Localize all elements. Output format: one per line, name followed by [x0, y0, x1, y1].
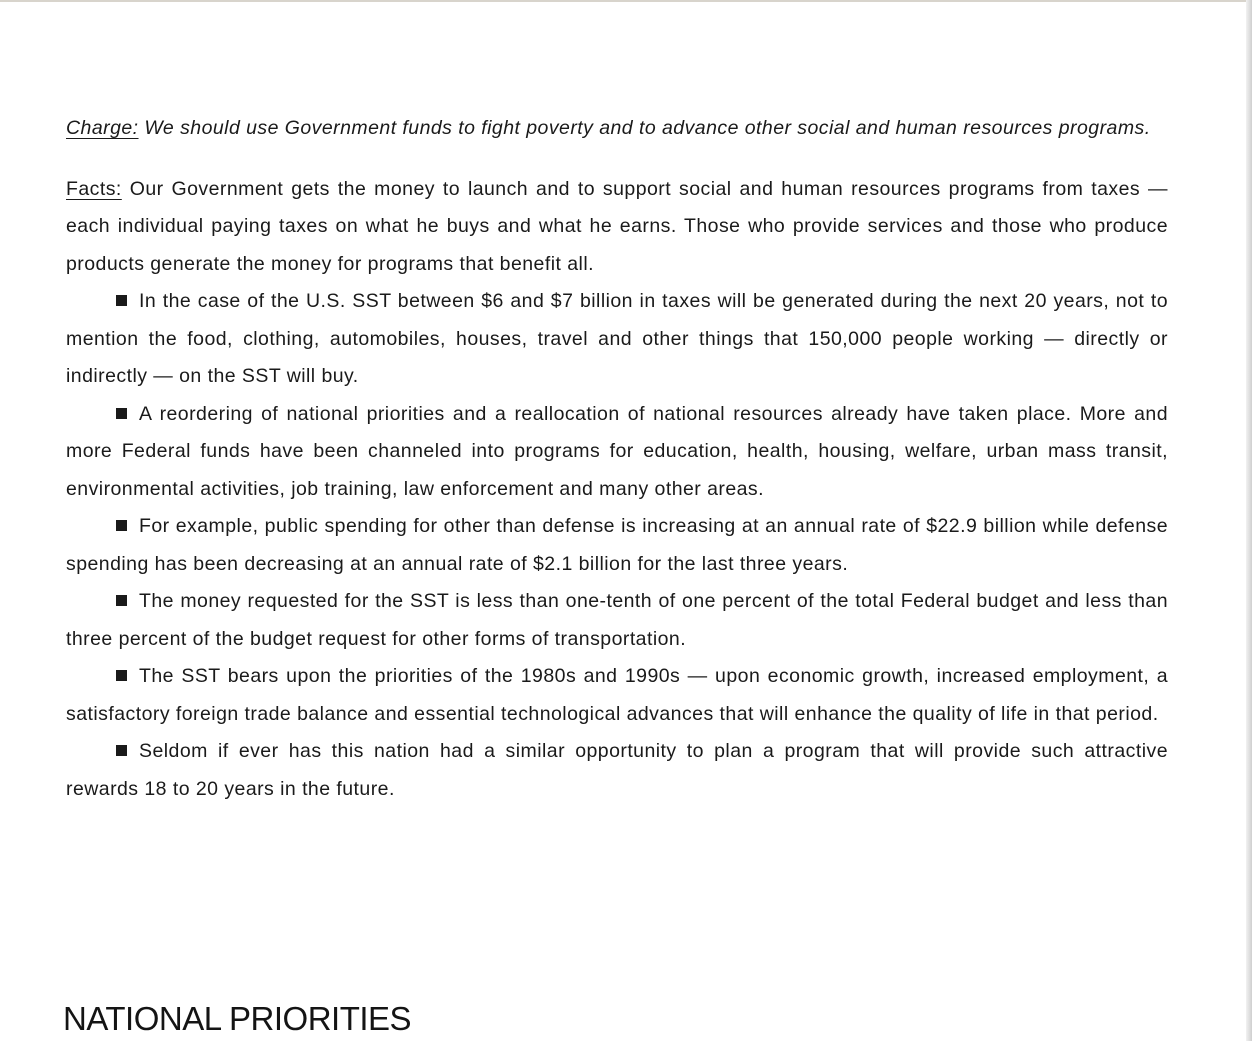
- section-heading: NATIONAL PRIORITIES: [63, 1000, 412, 1037]
- square-bullet-icon: [116, 408, 127, 419]
- bullet-text: For example, public spending for other than defense is increasing at an annual rate of $22.9 billion while defense spending has been decreasing at an annual rate of $2.1 billion for the last three years.: [66, 515, 1168, 575]
- square-bullet-icon: [116, 745, 127, 756]
- bullet-item: [66, 396, 1168, 509]
- bullet-item: [66, 508, 1168, 583]
- bullet-text: The SST bears upon the priorities of the 1980s and 1990s — upon economic growth, increased employment, a satisfactory foreign trade balance and essential technological advances that will enhance the quality of life in that period.: [66, 665, 1168, 725]
- bullet-text: In the case of the U.S. SST between $6 and $7 billion in taxes will be generated during the next 20 years, not to mention the food, clothing, automobiles, houses, travel and other things that 150,000 people working — directly or indirectly — on the SST will buy.: [66, 290, 1168, 387]
- facts-text: Our Government gets the money to launch and to support social and human resources programs from taxes — each individual paying taxes on what he buys and what he earns. Those who provide services and those who produce products generate the money for programs that benefit all.: [66, 177, 1168, 275]
- square-bullet-icon: [116, 595, 127, 606]
- charge-label: Charge:: [66, 117, 139, 139]
- bullet-item: [66, 583, 1168, 658]
- page-right-edge: [1246, 0, 1252, 1041]
- charge-paragraph: [66, 110, 1168, 148]
- square-bullet-icon: [116, 295, 127, 306]
- facts-paragraph: [66, 171, 1168, 284]
- bullet-item: [66, 658, 1168, 733]
- square-bullet-icon: [116, 520, 127, 531]
- square-bullet-icon: [116, 670, 127, 681]
- bullet-text: Seldom if ever has this nation had a similar opportunity to plan a program that will provide such attractive rewards 18 to 20 years in the future.: [66, 740, 1168, 800]
- document-body: [66, 110, 1168, 808]
- page-top-edge: [0, 0, 1252, 2]
- bullet-text: A reordering of national priorities and a reallocation of national resources already have taken place. More and more Federal funds have been channeled into programs for education, health, housing, welfare, urban mass transit, environmental activities, job training, law enforcement and many other areas.: [66, 402, 1168, 500]
- bullet-item: [66, 733, 1168, 808]
- facts-label: Facts:: [66, 177, 122, 200]
- bullet-item: [66, 283, 1168, 396]
- bullet-text: The money requested for the SST is less than one-tenth of one percent of the total Federal budget and less than three percent of the budget request for other forms of transportation.: [66, 590, 1168, 650]
- charge-text: We should use Government funds to fight poverty and to advance other social and human resources programs.: [144, 117, 1151, 139]
